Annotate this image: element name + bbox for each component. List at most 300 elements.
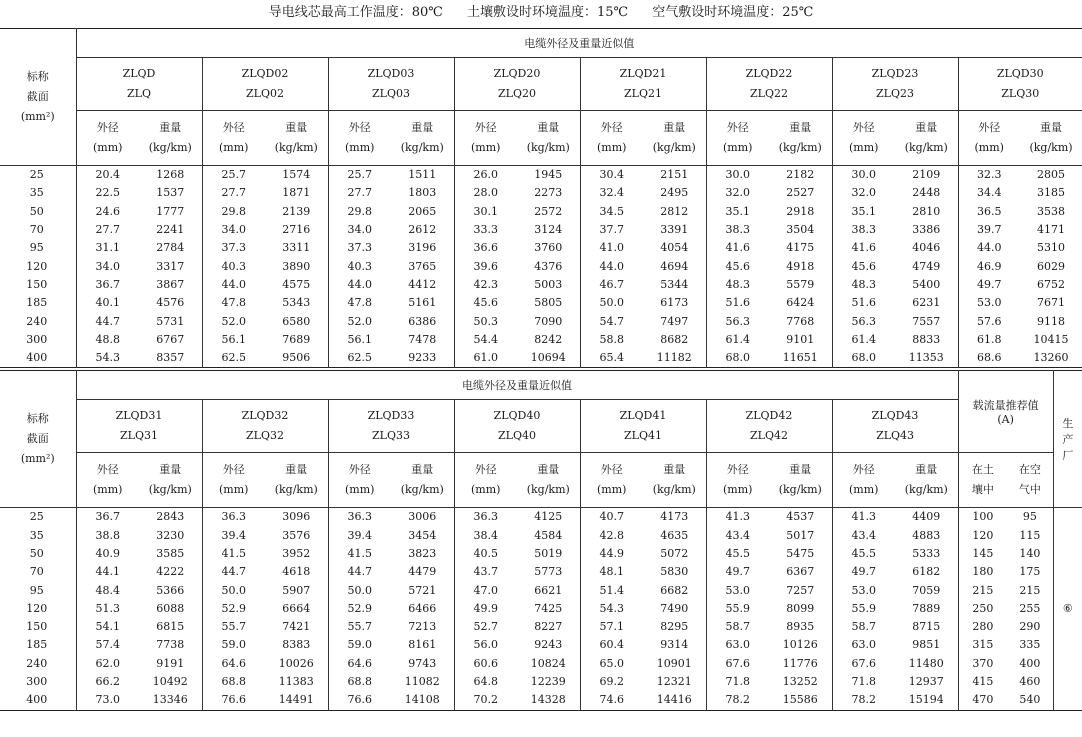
air-temp: 空气敷设时环境温度：25℃ xyxy=(652,5,814,20)
soil-header xyxy=(958,453,1007,508)
model-name-line: ZLQD02 xyxy=(241,67,289,80)
value-cell: 52.9 xyxy=(328,600,391,618)
value-cell: 67.6 xyxy=(832,655,895,673)
od-header-line: (mm) xyxy=(219,483,249,497)
value-cell: 13252 xyxy=(782,675,818,689)
value-cell: 36.6 xyxy=(454,239,517,257)
value-cell: 41.5 xyxy=(328,545,391,563)
value-cell: 38.3 xyxy=(706,221,769,239)
section-label-line: 截面 xyxy=(26,432,49,446)
od-header xyxy=(454,111,517,166)
value-cell: 14416 xyxy=(656,693,692,707)
model-name xyxy=(76,400,202,453)
value-cell: 4749 xyxy=(912,259,941,273)
value-cell: 11182 xyxy=(656,351,692,365)
value-cell: 5161 xyxy=(408,296,437,310)
value-cell: 30.1 xyxy=(454,203,517,221)
cable-table-2 xyxy=(0,370,1082,710)
value-cell: 95 xyxy=(1022,510,1037,524)
value-cell: 8715 xyxy=(912,620,941,634)
weight-header-line: 重量 xyxy=(159,463,182,477)
value-cell: 5773 xyxy=(534,565,563,579)
value-cell: 1945 xyxy=(534,168,563,182)
value-cell: 39.7 xyxy=(958,221,1020,239)
value-cell: 11383 xyxy=(278,675,314,689)
value-cell: 45.6 xyxy=(832,257,895,275)
value-cell: 460 xyxy=(1019,675,1041,689)
value-cell: 4046 xyxy=(912,241,941,255)
value-cell: 2241 xyxy=(156,223,185,237)
od-header-line: 外径 xyxy=(474,121,497,134)
value-cell: 10415 xyxy=(1033,332,1069,346)
value-cell: 4171 xyxy=(1037,223,1065,237)
value-cell: 9233 xyxy=(408,351,437,365)
value-cell: 54.3 xyxy=(580,600,643,618)
value-cell: 62.5 xyxy=(328,349,391,368)
maker-label xyxy=(1053,371,1082,508)
od-header-line: (mm) xyxy=(974,141,1004,154)
value-cell: 35.1 xyxy=(832,203,895,221)
value-cell: 175 xyxy=(1019,565,1041,579)
value-cell: 1268 xyxy=(156,168,185,182)
cross-section-cell: 50 xyxy=(29,204,44,218)
value-cell: 44.9 xyxy=(580,545,643,563)
weight-header-line: 重量 xyxy=(663,121,686,134)
value-cell: 14108 xyxy=(404,693,440,707)
value-cell: 3196 xyxy=(408,241,437,255)
weight-header-line: (kg/km) xyxy=(274,483,318,497)
value-cell: 6424 xyxy=(786,296,815,310)
value-cell: 6088 xyxy=(156,601,185,615)
value-cell: 41.6 xyxy=(706,239,769,257)
value-cell: 78.2 xyxy=(706,691,769,710)
value-cell: 68.6 xyxy=(958,349,1020,368)
model-name-line: ZLQ31 xyxy=(120,429,158,443)
model-name-line: ZLQD23 xyxy=(871,67,919,80)
value-cell: 52.7 xyxy=(454,618,517,636)
od-header-line: (mm) xyxy=(597,483,627,497)
value-cell: 45.5 xyxy=(832,545,895,563)
table-row xyxy=(0,221,1082,239)
table-row xyxy=(0,166,1082,185)
header-row-units xyxy=(0,453,1082,508)
value-cell: 29.8 xyxy=(328,203,391,221)
value-cell: 10026 xyxy=(278,656,314,670)
weight-header-line: (kg/km) xyxy=(778,483,822,497)
model-name xyxy=(328,58,454,111)
value-cell: 61.4 xyxy=(832,331,895,349)
od-header-line: (mm) xyxy=(345,141,375,154)
value-cell: 3867 xyxy=(156,277,185,291)
model-name-line: ZLQD22 xyxy=(745,67,793,80)
value-cell: 4173 xyxy=(660,510,689,524)
model-name-line: ZLQ02 xyxy=(246,87,284,100)
value-cell: 1511 xyxy=(408,168,437,182)
value-cell: 50.0 xyxy=(328,581,391,599)
value-cell: 6664 xyxy=(282,601,311,615)
model-name-line: ZLQD33 xyxy=(367,409,415,423)
current-title-line: 载流量推荐值 xyxy=(972,399,1039,413)
value-cell: 5344 xyxy=(660,277,689,291)
soil-temp: 土壤敷设时环境温度：15℃ xyxy=(466,5,629,20)
cross-section-cell: 95 xyxy=(29,583,44,597)
weight-header xyxy=(769,453,832,508)
value-cell: 64.8 xyxy=(454,673,517,691)
value-cell: 15586 xyxy=(782,693,818,707)
value-cell: 58.7 xyxy=(706,618,769,636)
model-name-line: ZLQ20 xyxy=(498,87,536,100)
value-cell: 26.0 xyxy=(454,166,517,185)
value-cell: 54.3 xyxy=(76,349,139,368)
value-cell: 47.8 xyxy=(202,294,265,312)
table-caption xyxy=(0,0,1082,28)
weight-header-line: 重量 xyxy=(1040,121,1062,134)
value-cell: 40.1 xyxy=(76,294,139,312)
value-cell: 39.4 xyxy=(328,527,391,545)
value-cell: 44.7 xyxy=(328,563,391,581)
section-label-line: 截面 xyxy=(26,90,49,103)
table-row xyxy=(0,508,1082,527)
value-cell: 12321 xyxy=(656,675,692,689)
value-cell: 37.7 xyxy=(580,221,643,239)
header-row-units xyxy=(0,111,1082,166)
value-cell: 36.5 xyxy=(958,203,1020,221)
value-cell: 8833 xyxy=(912,332,941,346)
model-name-line: ZLQD40 xyxy=(493,409,541,423)
value-cell: 215 xyxy=(1019,583,1041,597)
value-cell: 38.8 xyxy=(76,527,139,545)
value-cell: 7671 xyxy=(1037,296,1065,310)
value-cell: 53.0 xyxy=(958,294,1020,312)
table-row xyxy=(0,636,1082,654)
value-cell: 74.6 xyxy=(580,691,643,710)
value-cell: 1777 xyxy=(156,204,185,218)
value-cell: 7090 xyxy=(534,314,563,328)
value-cell: 38.3 xyxy=(832,221,895,239)
od-header-line: (mm) xyxy=(849,483,879,497)
value-cell: 14328 xyxy=(530,693,566,707)
cross-section-cell: 70 xyxy=(29,223,44,237)
value-cell: 60.4 xyxy=(580,636,643,654)
od-header xyxy=(958,111,1020,166)
value-cell: 5019 xyxy=(534,547,563,560)
value-cell: 30.4 xyxy=(580,166,643,185)
section-label-line: 标称 xyxy=(26,70,49,83)
maker-value: ⑥ xyxy=(1053,508,1082,710)
weight-header-line: (kg/km) xyxy=(652,483,696,497)
value-cell: 2448 xyxy=(912,186,941,200)
value-cell: 1574 xyxy=(282,168,311,182)
cross-section-cell: 120 xyxy=(26,601,48,615)
value-cell: 2843 xyxy=(156,510,185,524)
weight-header-line: 重量 xyxy=(663,463,686,477)
table-row xyxy=(0,203,1082,221)
model-name-line: ZLQD32 xyxy=(241,409,289,423)
value-cell: 3317 xyxy=(156,259,185,273)
value-cell: 62.0 xyxy=(76,655,139,673)
table-row xyxy=(0,294,1082,312)
value-cell: 57.6 xyxy=(958,312,1020,330)
value-cell: 14491 xyxy=(278,693,314,707)
value-cell: 4054 xyxy=(660,241,689,255)
value-cell: 7478 xyxy=(408,332,437,346)
value-cell: 44.0 xyxy=(958,239,1020,257)
od-header-line: 外径 xyxy=(222,463,245,477)
value-cell: 8935 xyxy=(786,620,815,634)
value-cell: 56.0 xyxy=(454,636,517,654)
od-header-line: 外径 xyxy=(96,463,119,477)
value-cell: 9243 xyxy=(534,638,563,652)
value-cell: 8295 xyxy=(660,620,689,634)
value-cell: 57.1 xyxy=(580,618,643,636)
value-cell: 42.8 xyxy=(580,527,643,545)
value-cell: 2812 xyxy=(660,204,689,218)
value-cell: 34.5 xyxy=(580,203,643,221)
table-row xyxy=(0,331,1082,349)
value-cell: 290 xyxy=(1019,620,1041,634)
od-header xyxy=(832,453,895,508)
value-cell: 59.0 xyxy=(202,636,265,654)
value-cell: 11353 xyxy=(908,351,944,365)
cross-section-cell: 300 xyxy=(26,675,48,689)
model-name xyxy=(454,400,580,453)
od-header-line: (mm) xyxy=(471,141,501,154)
od-header-line: 外径 xyxy=(726,463,749,477)
cross-section-cell: 240 xyxy=(26,314,48,328)
value-cell: 2784 xyxy=(156,241,185,255)
od-header-line: (mm) xyxy=(471,483,501,497)
air-header-line: 在空 xyxy=(1018,463,1041,477)
value-cell: 48.4 xyxy=(76,581,139,599)
weight-header-line: 重量 xyxy=(789,121,812,134)
od-header-line: 外径 xyxy=(852,121,875,134)
value-cell: 315 xyxy=(958,636,1007,654)
section-label-line: (mm²) xyxy=(20,110,55,123)
cross-section-cell: 240 xyxy=(26,656,48,670)
cross-section-cell: 35 xyxy=(29,186,44,200)
value-cell: 37.3 xyxy=(328,239,391,257)
value-cell: 2151 xyxy=(660,168,689,182)
model-name-line: ZLQD03 xyxy=(367,67,415,80)
od-header-line: 外径 xyxy=(222,121,245,134)
soil-header-line: 在土 xyxy=(971,463,994,477)
value-cell: 46.9 xyxy=(958,257,1020,275)
value-cell: 9851 xyxy=(912,638,941,652)
value-cell: 36.3 xyxy=(328,508,391,527)
weight-header xyxy=(643,453,706,508)
value-cell: 6682 xyxy=(660,583,689,597)
value-cell: 2495 xyxy=(660,186,689,200)
cross-section-cell: 400 xyxy=(26,351,48,365)
weight-header-line: 重量 xyxy=(411,463,434,477)
value-cell: 3576 xyxy=(282,528,311,542)
value-cell: 56.1 xyxy=(328,331,391,349)
value-cell: 2273 xyxy=(534,186,563,200)
table-row xyxy=(0,545,1082,563)
value-cell: 32.0 xyxy=(832,184,895,202)
section-label xyxy=(0,29,76,166)
value-cell: 32.0 xyxy=(706,184,769,202)
table-row xyxy=(0,276,1082,294)
value-cell: 59.0 xyxy=(328,636,391,654)
value-cell: 8682 xyxy=(660,332,689,346)
weight-header xyxy=(391,111,454,166)
value-cell: 6029 xyxy=(1037,259,1065,273)
value-cell: 3760 xyxy=(534,241,563,255)
value-cell: 5721 xyxy=(408,583,437,597)
od-header-line: (mm) xyxy=(93,483,123,497)
header-row-models xyxy=(0,400,1082,453)
model-name xyxy=(76,58,202,111)
value-cell: 6621 xyxy=(534,583,563,597)
value-cell: 280 xyxy=(958,618,1007,636)
value-cell: 3124 xyxy=(534,223,563,237)
value-cell: 4883 xyxy=(912,528,941,542)
weight-header-line: 重量 xyxy=(915,121,938,134)
header-row-models xyxy=(0,58,1082,111)
value-cell: 3096 xyxy=(282,510,311,524)
value-cell: 51.6 xyxy=(832,294,895,312)
od-header-line: (mm) xyxy=(93,141,123,154)
cross-section-cell: 70 xyxy=(29,565,44,579)
value-cell: 2572 xyxy=(534,204,563,218)
value-cell: 4618 xyxy=(282,565,311,579)
value-cell: 5907 xyxy=(282,583,311,597)
value-cell: 5072 xyxy=(660,547,689,560)
value-cell: 58.7 xyxy=(832,618,895,636)
weight-header-line: (kg/km) xyxy=(274,141,318,154)
value-cell: 2182 xyxy=(786,168,815,182)
group-title: 电缆外径及重量近似值 xyxy=(76,371,958,400)
value-cell: 68.0 xyxy=(706,349,769,368)
value-cell: 43.4 xyxy=(706,527,769,545)
model-name-line: ZLQ33 xyxy=(372,429,410,443)
value-cell: 63.0 xyxy=(832,636,895,654)
value-cell: 44.1 xyxy=(76,563,139,581)
cross-section-cell: 300 xyxy=(26,332,48,346)
header-row-group xyxy=(0,29,1082,58)
value-cell: 2109 xyxy=(912,168,941,182)
value-cell: 43.4 xyxy=(832,527,895,545)
table-row xyxy=(0,581,1082,599)
table-row xyxy=(0,349,1082,368)
value-cell: 6182 xyxy=(912,565,941,579)
value-cell: 3504 xyxy=(786,223,815,237)
value-cell: 470 xyxy=(958,691,1007,710)
value-cell: 5731 xyxy=(156,314,185,328)
od-header xyxy=(832,111,895,166)
table-row xyxy=(0,563,1082,581)
value-cell: 70.2 xyxy=(454,691,517,710)
value-cell: 115 xyxy=(1019,528,1041,542)
value-cell: 44.0 xyxy=(328,276,391,294)
value-cell: 49.9 xyxy=(454,600,517,618)
cross-section-cell: 400 xyxy=(26,693,48,707)
value-cell: 68.0 xyxy=(832,349,895,368)
cross-section-cell: 120 xyxy=(26,259,48,273)
value-cell: 7889 xyxy=(912,601,941,615)
value-cell: 41.0 xyxy=(580,239,643,257)
od-header-line: 外径 xyxy=(852,463,875,477)
value-cell: 540 xyxy=(1019,693,1041,707)
cross-section-cell: 95 xyxy=(29,241,44,255)
model-name-line: ZLQ43 xyxy=(876,429,915,443)
weight-header-line: 重量 xyxy=(915,463,938,477)
weight-header-line: 重量 xyxy=(159,121,182,134)
model-name-line: ZLQ42 xyxy=(750,429,788,443)
value-cell: 64.6 xyxy=(328,655,391,673)
value-cell: 4376 xyxy=(534,259,563,273)
value-cell: 32.4 xyxy=(580,184,643,202)
value-cell: 4479 xyxy=(408,565,437,579)
weight-header-line: (kg/km) xyxy=(1029,141,1073,154)
value-cell: 63.0 xyxy=(706,636,769,654)
value-cell: 55.9 xyxy=(832,600,895,618)
table-row xyxy=(0,618,1082,636)
model-name-line: ZLQD42 xyxy=(745,409,793,423)
weight-header xyxy=(139,453,202,508)
value-cell: 335 xyxy=(1019,638,1041,652)
value-cell: 13346 xyxy=(152,693,188,707)
weight-header-line: (kg/km) xyxy=(148,141,192,154)
value-cell: 31.1 xyxy=(76,239,139,257)
value-cell: 4222 xyxy=(156,565,185,579)
od-header-line: (mm) xyxy=(219,141,249,154)
weight-header xyxy=(895,453,958,508)
value-cell: 4576 xyxy=(156,296,185,310)
value-cell: 44.7 xyxy=(76,312,139,330)
value-cell: 48.1 xyxy=(580,563,643,581)
value-cell: 34.0 xyxy=(202,221,265,239)
model-name-line: ZLQ32 xyxy=(246,429,284,443)
od-header-line: (mm) xyxy=(723,141,753,154)
value-cell: 40.3 xyxy=(328,257,391,275)
value-cell: 45.6 xyxy=(706,257,769,275)
table-row xyxy=(0,691,1082,710)
value-cell: 51.3 xyxy=(76,600,139,618)
value-cell: 6815 xyxy=(156,620,185,634)
value-cell: 255 xyxy=(1019,601,1041,615)
value-cell: 50.3 xyxy=(454,312,517,330)
od-header-line: 外径 xyxy=(348,463,371,477)
model-name-line: ZLQ23 xyxy=(876,87,914,100)
value-cell: 56.1 xyxy=(202,331,265,349)
header-row-group xyxy=(0,371,1082,400)
value-cell: 2065 xyxy=(408,204,437,218)
value-cell: 44.0 xyxy=(202,276,265,294)
value-cell: 71.8 xyxy=(706,673,769,691)
value-cell: 32.3 xyxy=(958,166,1020,185)
value-cell: 6386 xyxy=(408,314,437,328)
cross-section-cell: 35 xyxy=(29,528,44,542)
od-header xyxy=(202,111,265,166)
od-header-line: (mm) xyxy=(849,141,879,154)
cross-section-cell: 185 xyxy=(26,296,48,310)
value-cell: 3006 xyxy=(408,510,437,524)
od-header xyxy=(76,111,139,166)
value-cell: 2139 xyxy=(282,204,311,218)
section-label-line: 标称 xyxy=(26,412,49,426)
value-cell: 6752 xyxy=(1037,277,1065,291)
value-cell: 45.6 xyxy=(454,294,517,312)
value-cell: 54.7 xyxy=(580,312,643,330)
value-cell: 8099 xyxy=(786,601,815,615)
weight-header xyxy=(643,111,706,166)
air-header-line: 气中 xyxy=(1018,483,1041,497)
value-cell: 52.0 xyxy=(202,312,265,330)
od-header xyxy=(328,111,391,166)
value-cell: 48.3 xyxy=(706,276,769,294)
